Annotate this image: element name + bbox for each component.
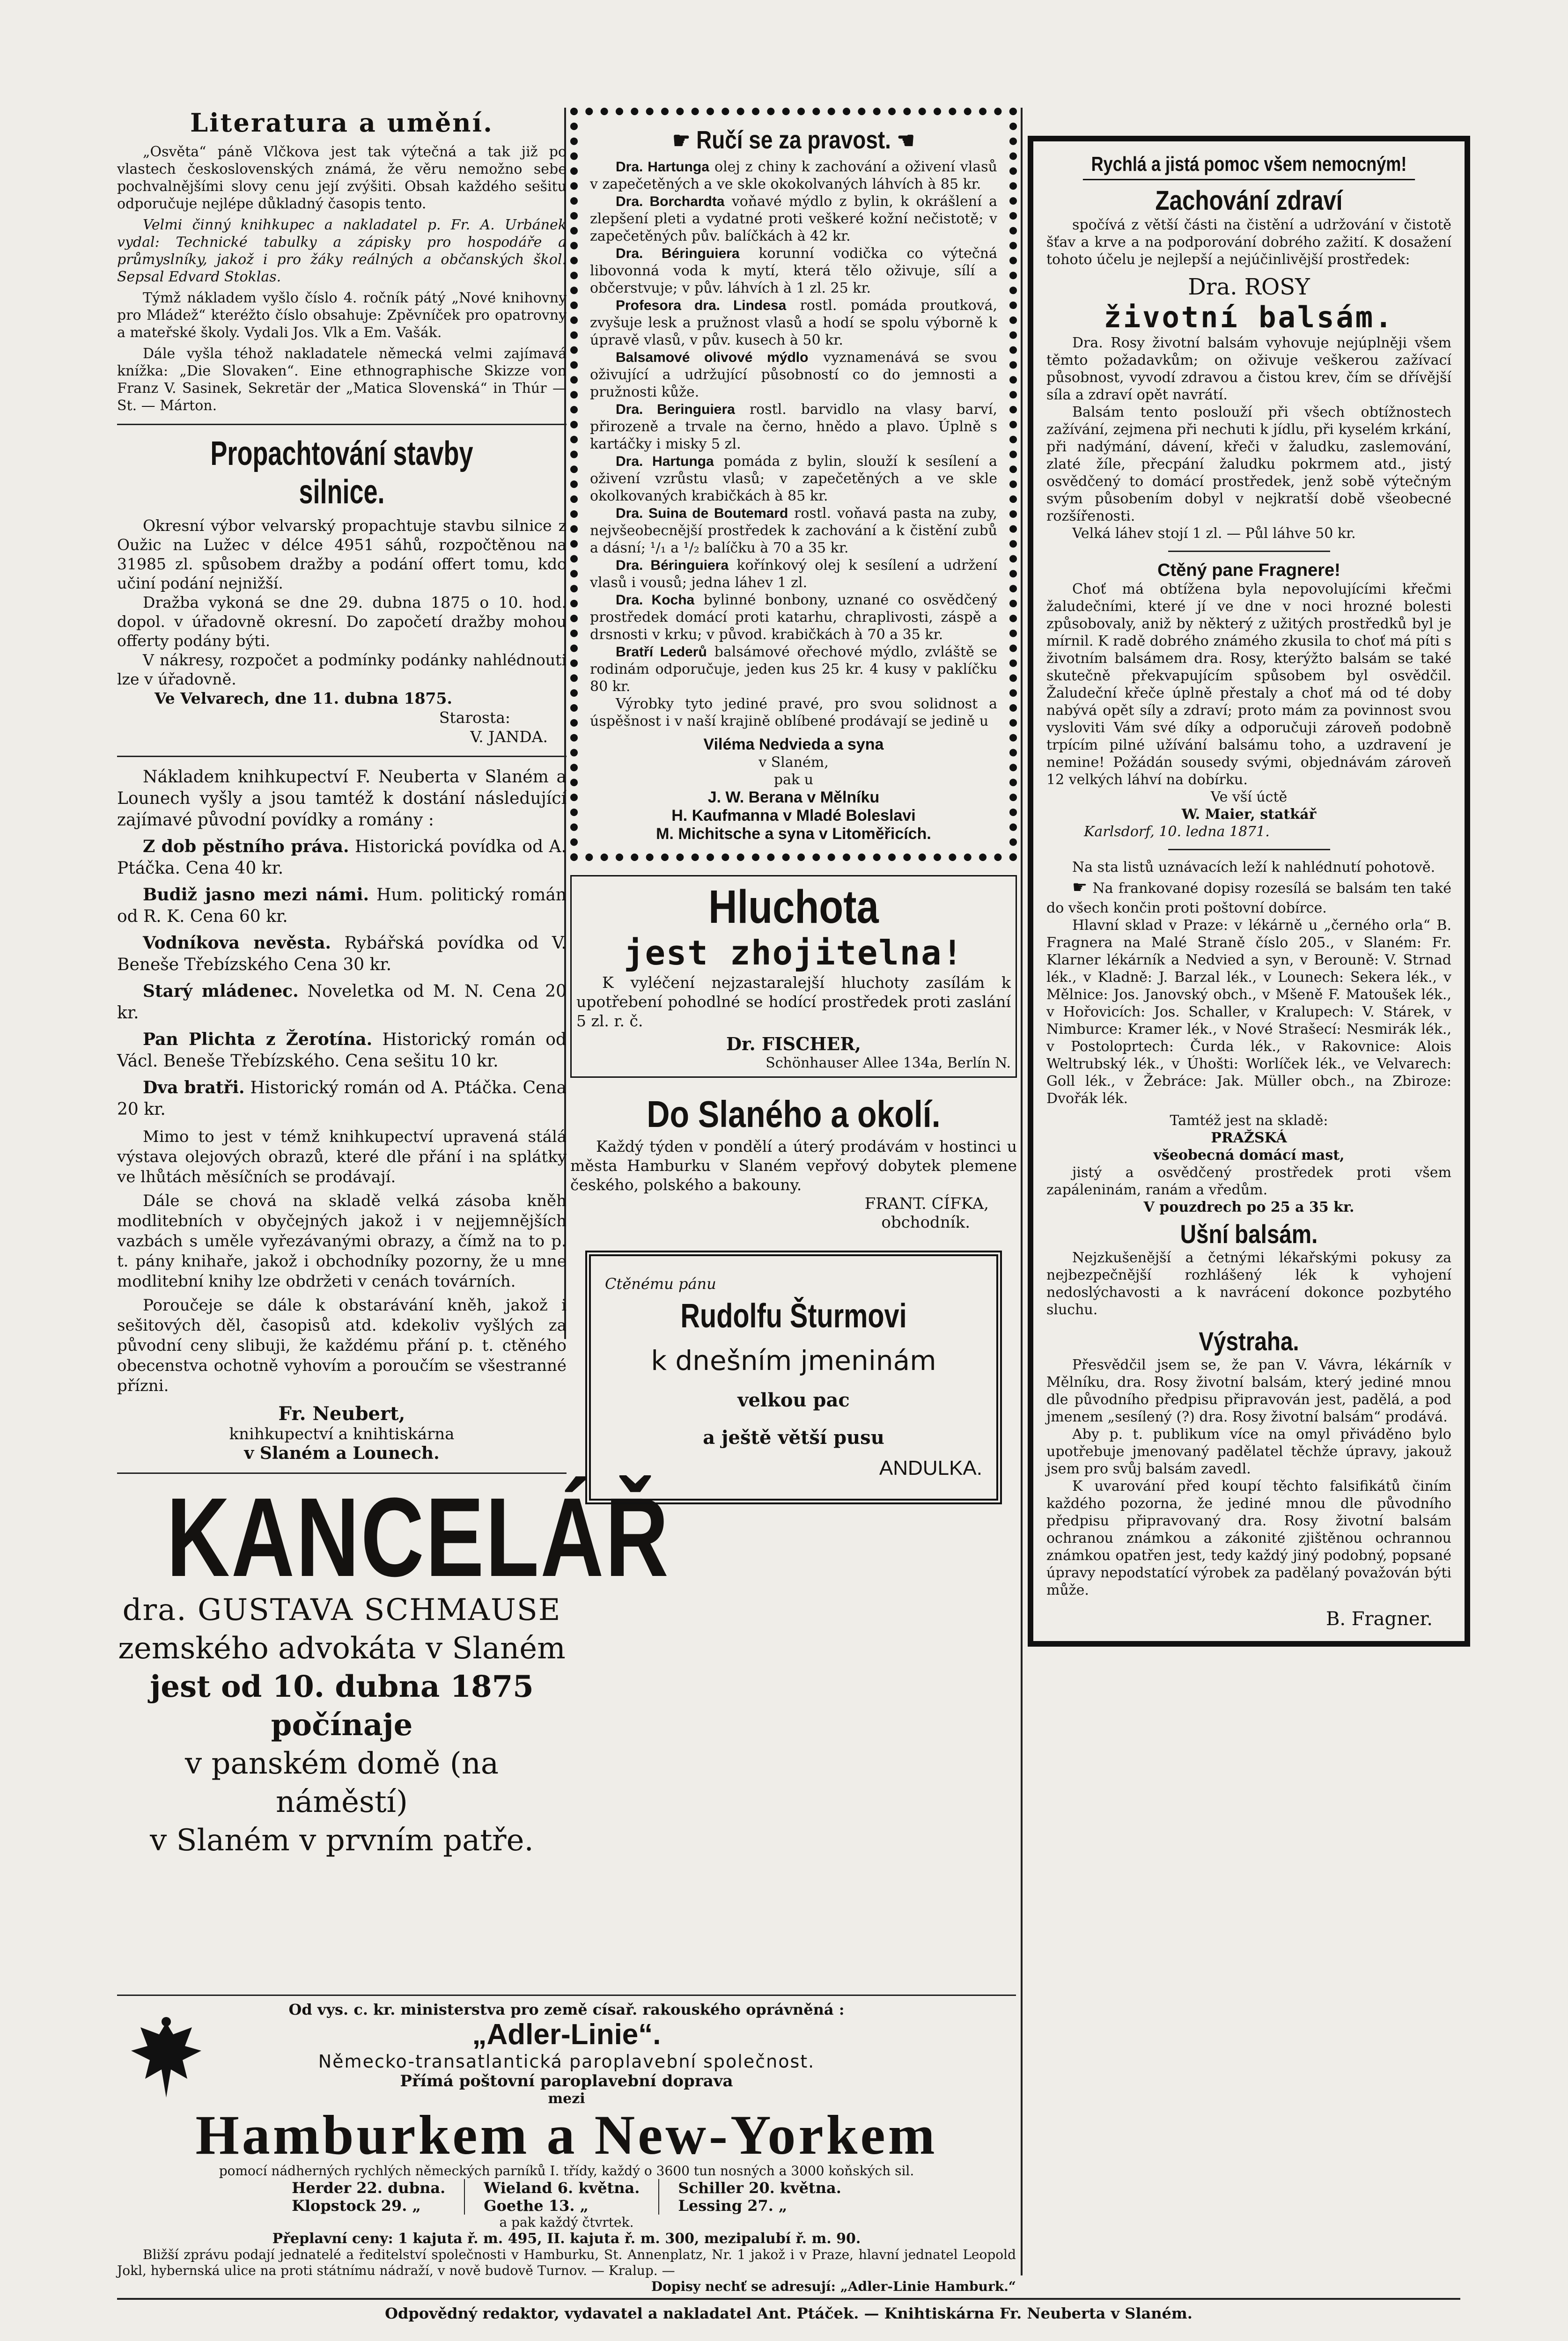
book-title: Pan Plichta z Žerotína. [143,1030,373,1049]
praz-text: jistý a osvědčený prostředek proti všem zapáleninám, ranám a vředům. [1046,1164,1451,1198]
product-item [590,401,997,453]
literature-p1: „Osvěta“ páně Vlčkova jest tak výtečná a tak již po vlastech československých známá, že věru nemožno sebe pochvalnějšími slovy cenu její zvýšiti. Obsah každého sešitu odporučuje nejlépe důkladný časopis tento. [117,144,567,212]
seller-and: pak u [773,772,814,788]
divider [1168,849,1330,850]
book-desc: Historický román od Václ. Beneše Třebízského. Cena sešitu 10 kr. [117,1030,567,1071]
adler-l0: Od vys. c. kr. ministerstva pro země císař. rakouského oprávněná : [288,2001,845,2018]
rosy-p6-text: Na frankované dopisy rozesílá se balsám ten také do všech končin proti poštovní dobírce. [1046,880,1451,916]
divider [117,424,567,425]
divider [117,756,567,757]
vystraha-p2: Aby p. t. publikum více na omyl přiváděno bylo upotřebuje jmenovaný padělatel těchže úpravy, jakouž jsem pro svůj balsám zavedl. [1046,1426,1451,1477]
adler-addr: Dopisy nechť se adresují: „Adler-Linie Hamburk.“ [651,2279,1016,2294]
product-text: rostl. pomáda proutková, zvyšuje lesk a pružnost vlasů a hodí se spolu výborně k úpravě vlasů, v pův. kusech à 50 kr. [590,297,997,348]
rosy-p7: Hlavní sklad v Praze: v lékárně u „černého orla“ B. Fragnera na Malé Straně číslo 205., v Slaném: Fr. Klarner lékárník a Nedvied a syn, v Berouně: V. Strnad lék., v Kladně: J. Barzal lék., v Lounech: Sekera lék., v Mělnice: Jos. Janovský obch., v Mšeně F. Matoušek lék., v Hořovicích: Jos. Schaller, v Kralupech: V. Stárek, v Nimburce: Kramer lék., v Nové Strašecí: Nesmirák lék., v Postoloprtech: Čurda lék., v Rakovnice: Alois Weltrubský lék., v Úhošti: Worlíček lék., ve Velvarech: Goll lék., v Žebráce: Jak. Müller obch., na Zbiroze: Dvořák lék. [1046,917,1451,1107]
book-item [117,932,567,976]
seller-4: M. Michitsche a syna v Litoměřicích. [656,825,931,843]
divider [117,2298,1460,2300]
seller-1: Viléma Nedvieda a syna [703,736,884,753]
ship-schedule [273,2179,860,2215]
adler-each: a pak každý čtvrtek. [499,2215,634,2230]
column-rule-right [1021,108,1023,2275]
book-desc: Noveletka od M. N. Cena 20 kr. [117,982,567,1023]
adler-linie-ad [117,1995,1016,2295]
book-item [117,980,567,1024]
letter-body: Choť má obtížena byla nepovolujícími křečmi žaludečními, které jí ve dne v noci hrozné bolesti způsobovaly, aniž by některý z užitých prostředků byl je mírnil. K radě dobrého známého zkusila to choť má píti s životním balsámem dra. Rosy, kterýžto balsám se také skutečně překvapujícím spůsobem byl osvědčil. Žaludeční křeče úplně přestaly a choť má od té doby nabývá opět síly a zdraví; proto mám za povinnost svou vysloviti Vám své díky a odporučuji zároveň podobně trpícím pilné užívání balsámu toho, a uzdravení je nemine! Požádán sousedy svými, objednávám zároveň 12 velkých láhví na dobírku. [1046,581,1451,788]
letter-place: Karlsdorf, 10. ledna 1871. [1084,824,1270,840]
rosy-banner: Rychlá a jistá pomoc všem nemocným! [1083,153,1415,180]
ship-cell: Lessing 27. „ [659,2197,860,2215]
product-item [590,297,997,349]
literature-p4: Dále vyšla téhož nakladatele německá velmi zajímavá knížka: „Die Slovaken“. Eine ethnographische Skizze von Franz V. Sasinek, Sekretär der „Matica Slovenská“ in Thúr — St. — Márton. [117,346,567,414]
vystraha-p1: Přesvědčil jsem se, že pan V. Vávra, lékárník v Mělníku, dra. Rosy životní balsám, který jediné mnou dle původního předpisu připravován jest, padělá, a pod jmenem „sesílený (?) dra. Rosy životní balsám“ prodává. [1046,1357,1451,1425]
book-item [117,1029,567,1072]
praz-title: PRAŽSKÁ [1211,1130,1287,1146]
road-heading: Propachtování stavby silnice. [210,435,473,511]
praz-sub: všeobecná domácí mast, [1153,1147,1345,1163]
product-item [590,453,997,505]
product-text: voňavé mýdlo z bylin, k okrášlení a zlepšení pleti a vydatné proti veškeré kožní nečistotě; v zapečetěných pův. balíčkách à 42 kr. [590,193,997,244]
divider [117,1472,567,1474]
neubert-sign: Fr. Neubert, [278,1403,405,1425]
literature-p2: Velmi činný knihkupec a nakladatel p. Fr. A. Urbánek vydal: Technické tabulky a zápisky pro hospodáře a průmyslníky, jakož i pro žáky reálných a občanských škol. Sepsal Edvard Stoklas. [117,217,567,285]
eagle-icon [126,2013,206,2107]
ship-cell: Goethe 13. „ [464,2197,659,2215]
vystraha-heading: Výstraha. [1199,1326,1299,1356]
sturm-l2: velkou pac [737,1389,850,1411]
product-name: Dra. Kocha [616,592,695,608]
imprint-text: Odpovědný redaktor, vydavatel a nakladatel Ant. Ptáček. — Knihtiskárna Fr. Neuberta v Slaném. [385,2304,1193,2322]
product-text: rostl. barvidlo na vlasy barví, přirozeně a trvale na černo, hnědo a plavo. Úplně s kartáčky i misky 5 zl. [590,401,997,452]
product-item [590,557,997,591]
ship-cell: Wieland 6. května. [464,2179,659,2197]
adler-sub2: Přímá poštovní paroplavební doprava [400,2072,733,2091]
book-item [117,836,567,879]
pointing-hand-icon: ☚ [897,127,915,154]
praz-price: V pouzdrech po 25 a 35 kr. [1143,1199,1355,1215]
literature-heading: Literatura a umění. [190,108,493,138]
product-name: Profesora dra. Lindesa [616,298,787,313]
product-name: Balsamové olivové mýdlo [616,350,809,365]
product-name: Dra. Borchardta [616,194,725,209]
usni-text: Nejzkušenější a četnými lékařskými pokusy za nejbezpečnější rozhlášený lék k vyhojení nedoslýchavosti a k navrácení dokonce pozbytého sluchu. [1046,1250,1451,1318]
pravost-heading [620,125,967,155]
neubert-section [117,766,567,1463]
literature-section [117,108,567,414]
rosy-p5: Na sta listů uznávacích leží k nahlédnutí pohotově. [1072,859,1435,876]
adler-prices: Přeplavní ceny: 1 kajuta ř. m. 495, II. kajuta ř. m. 300, mezipalubí ř. m. 90. [272,2231,861,2247]
book-title: Starý mládenec. [143,981,299,1001]
vystraha-p3: K uvarování před koupí těchto falsifikátů činím každého pozorna, že jediné mnou dle původního předpisu připravovaný dra. Rosy životní balsám ochranou známkou a zákonité zjištěnou ochrannou známkou opatřen jest, tedy každý jiný podobný, popsané úpravy nepodstatící výrobek za padělaný považován býti může. [1046,1478,1451,1598]
neubert-p2: Dále se chová na skladě velká zásoba kněh modlitebních v obyčejných jakož i v nejjemnějších vazbách s uměle vyřezávanými obrazy, a čímž na to p. t. pány knihaře, jakož i obchodníky pozorny, že u mne modlitební knihy lze obdržeti v cenách továrních. [117,1192,567,1291]
rosy-p3: Balsám tento poslouží při všech obtížnostech zažívání, zejmena při nechuti k jídlu, při kyselém krkání, při nadýmání, dávení, křeči v žaludku, zaslemování, zlaté žíle, přecpání žaludku pokrmem atd., jistý osvědčený to domácí prostředek, jenž sobě výtečným svým působením dobyl v nejkratší době všeobecné rozšířenosti. [1046,404,1451,524]
slany-ad [570,1092,1017,1232]
pointing-hand-icon: ☛ [1072,878,1088,897]
pravost-end: Výrobky tyto jediné pravé, pro svou solidnost a úspěšnost i v naší krajině oblíbené prodávají se jedině u [590,696,997,729]
table-row [273,2197,860,2215]
divider [117,1995,1016,1996]
product-item [590,245,997,297]
slany-role: obchodník. [881,1213,970,1232]
road-place: Ve Velvarech, dne 11. dubna 1875. [155,689,452,707]
sturm-sign: ANDULKA. [879,1457,982,1480]
product-name: Dra. Hartunga [616,454,714,469]
neubert-sign3: v Slaném a Lounech. [244,1443,440,1463]
hluchota-ad [570,875,1017,1078]
product-item [590,349,997,401]
road-p3: V nákresy, rozpočet a podmínky podánky nahlédnouti lze v úřadovně. [117,651,567,688]
rosy-p6 [1046,876,1451,917]
kancelar-line2: zemského advokáta v Slaném [118,1631,566,1666]
ship-cell: Herder 22. dubna. [292,2179,446,2197]
product-name: Bratří Lederů [616,644,707,660]
road-p1: Okresní výbor velvarský propachtuje stavbu silnice z Oužic na Lužec v délce 4951 sáhů, rozpočtěnou na 31985 zl. spůsobem dražby a podání offert tomu, kdo učiní podání nejnižší. [117,516,567,592]
column-middle [567,108,1021,1504]
neubert-sign2: knihkupectví a knihtiskárna [229,1425,455,1443]
road-role: Starosta: [439,708,510,727]
seller-2: J. W. Berana v Mělníku [707,788,880,806]
kancelar-line4: v panském domě (na náměstí) [184,1746,499,1819]
book-desc: Historická povídka od A. Ptáčka. Cena 40 kr. [117,837,567,878]
pointing-hand-icon: ☛ [672,127,691,154]
road-construction-section [117,434,567,746]
slany-text: Každý týden v pondělí a úterý prodávám v hostinci u města Hamburku v Slaném vepřový dobytek plemene českého, polského a bakouny. [570,1137,1017,1194]
seller-1-town: v Slaném, [758,754,829,771]
literature-p3: Týmž nákladem vyšlo číslo 4. ročník pátý „Nové knihovny pro Mládež“ kteréžto číslo obsahuje: Zpěvníček pro opatrovny a mateřské školy. Vydali Jos. Vlk a Em. Vašák. [117,290,567,341]
adler-mezi: mezi [548,2091,585,2107]
pravost-ad [570,108,1017,861]
product-name: Dra. Suina de Boutemard [616,506,788,521]
praz-intro: Tamtéž jest na skladě: [1170,1112,1328,1129]
book-desc: Historický román od A. Ptáčka. Cena 20 kr. [117,1078,567,1119]
hluchota-name: Dr. FISCHER, [726,1033,861,1054]
kancelar-ad [117,1474,670,1860]
hluchota-text: K vyléčení nejzastaralejší hluchoty zasílám k upotřebení pohodlné se hodící prostředek proti zaslání 5 zl. r. č. [576,973,1011,1030]
product-text: kořínkový olej k sesílení a udržení vlasů i vousů; jedna láhev 1 zl. [590,557,997,591]
book-item [117,1077,567,1120]
rosy-p4: Velká láhev stojí 1 zl. — Půl láhve 50 kr. [1072,525,1356,542]
product-name: Dra. Béringuiera [616,246,740,261]
book-item [117,884,567,928]
product-item [590,158,997,193]
sturm-l3: a ještě větší pusu [703,1427,884,1449]
kancelar-line1: dra. GUSTAVA SCHMAUSE [122,1593,561,1627]
slany-title: Do Slaného a okolí. [647,1093,941,1135]
rosy-p2: Dra. Rosy životní balsám vyhovuje nejúplněji všem těmto požadavkům; on oživuje veškerou zažívací působnost, vyvodí zdravou a čistou krev, čím se dřívější síla a zdraví opět navrátí. [1046,335,1451,403]
hluchota-subtitle: jest zhojitelna! [624,933,964,972]
product-name: Dra. Hartunga [616,159,709,175]
adler-ships-intro: pomocí nádherných rychlých německých parníků I. třídy, každý o 3600 tun nosných a 3000 koňských sil. [219,2163,914,2179]
book-title: Dva bratři. [143,1078,245,1097]
vystraha-sign: B. Fragner. [1325,1608,1433,1630]
pravost-heading-text: Ručí se za pravost. [696,126,891,154]
adler-sub1: Německo-transatlantická paroplavební společnost. [318,2051,815,2072]
road-p2: Dražba vykoná se dne 29. dubna 1875 o 10. hod. dopol. v úřadovně okresní. Do započetí dražby mohou offerty podány býti. [117,593,567,650]
neubert-p3: Poroučeje se dále k obstarávání kněh, jakož i sešitových děl, časopisů atd. kdekoliv vyšlých za původní ceny slibuji, že každému přání p. t. ctěného obecenstva ochotně vyhovím a poroučím se všestranné přízni. [117,1296,567,1395]
product-text: bylinné bonbony, uznané co osvědčený prostředek domácí proti katarhu, chraplivosti, záspě a drsnosti v krku; v původ. krabičkách à 70 a 35 kr. [590,592,997,643]
adler-route: Hamburkem a New-Yorkem [195,2104,938,2166]
adler-info: Bližší zprávu podají jednatelé a ředitelství společnosti v Hamburku, St. Annenplatz, Nr. 1 jakož i v Praze, hlavní jednatel Leopold Jokl, hybernská ulice na proti státnímu nádraží, v nově budově Turnov. — Kralup. — [117,2247,1016,2278]
rosy-product1: Dra. ROSY [1188,274,1310,300]
rosy-ad [1028,136,1470,1647]
neubert-p1: Mimo to jest v témž knihkupectví upravená stálá výstava olejových obrazů, které dle přání i na splátky ve lhůtách měsíčních se prodávají. [117,1127,567,1186]
product-item [590,643,997,695]
sturm-l1: k dnešním jmeninám [651,1345,936,1377]
product-text: korunní vodička co výtečná libovonná voda k mytí, která tělo oživuje, sílí a občerstvuje; v pův. láhvích à 1 zl. 25 kr. [590,245,997,296]
road-name: V. JANDA. [470,728,548,746]
seller-3: H. Kaufmanna v Mladé Boleslavi [671,807,916,825]
product-item [590,591,997,643]
book-title: Z dob pěstního práva. [143,837,349,856]
rosy-heading: Zachování zdraví [1155,185,1343,216]
product-name: Dra. Beringuiera [616,402,735,417]
book-desc: Hum. politický román od R. K. Cena 60 kr. [117,885,567,926]
letter-close: Ve vší úctě [1210,789,1288,805]
hluchota-title: Hluchota [708,881,879,933]
product-text: olej z chiny k zachování a oživení vlasů v zapečetěných a ve skle okokolvaných láhvích à 85 kr. [590,159,997,192]
ship-cell: Klopstock 29. „ [292,2197,421,2215]
sturm-name: Rudolfu Šturmovi [680,1297,907,1335]
imprint-footer [117,2298,1460,2322]
divider [1168,551,1330,552]
kancelar-title: KANCELÁŘ [166,1474,670,1600]
product-item [590,193,997,245]
product-item [590,505,997,557]
adler-title: „Adler-Linie“. [472,2018,661,2051]
product-name: Dra. Béringuiera [616,558,729,573]
sturm-salut: Ctěnému pánu [605,1275,716,1293]
letter-head: Ctěný pane Fragnere! [1157,560,1340,580]
usni-heading: Ušní balsám. [1180,1219,1318,1249]
slany-name: FRANT. CÍFKA, [864,1194,989,1213]
hluchota-addr: Schönhauser Allee 134a, Berlín N. [766,1055,1011,1071]
book-title: Vodníkova nevěsta. [143,933,331,953]
letter-sign: W. Maier, statkář [1181,806,1317,823]
column-right [1028,136,1470,1647]
book-title: Budiž jasno mezi námi. [143,885,369,905]
neubert-intro: Nákladem knihkupectví F. Neuberta v Slaném a Lounech vyšly a jsou tamtéž k dostání následující zajímavé původní povídky a romány : [117,767,567,830]
book-desc: Rybářská povídka od V. Beneše Třebízského Cena 30 kr. [117,934,567,974]
kancelar-line5: v Slaném v prvním patře. [150,1823,534,1858]
table-row [273,2179,860,2197]
product-text: rostl. voňavá pasta na zuby, nejvšeobecnější prostředek k zachování a k čistění zubů a dásní; ¹/₁ a ¹/₂ balíčku à 70 a 35 kr. [590,505,997,556]
book-list [117,836,567,1120]
rosy-product2: životní balsám. [1104,300,1394,334]
sturm-greeting [585,1251,1002,1504]
kancelar-line3: jest od 10. dubna 1875 počínaje [150,1669,534,1743]
rosy-p1: spočívá z větší části na čistění a udržování v čistotě šťav a krve a na podporování dobrého zažití. K dosažení tohoto účelu je nejlepší a nejúčinlivější prostředek: [1046,217,1451,268]
product-text: vyznamenává se svou oživující a udržující působností co do jemnosti a pružnosti kůže. [590,349,997,400]
product-text: pomáda z bylin, slouží k sesílení a oživení vzrůstu vlasů; v zapečetěných a ve skle okolkovaných krabičkách à 85 kr. [590,453,997,504]
product-list [590,158,997,695]
product-text: balsámové ořechové mýdlo, zvláště se rodinám odporučuje, jeden kus 25 kr. 4 kusy v paklíčku 80 kr. [590,644,997,695]
ship-cell: Schiller 20. května. [659,2179,860,2197]
